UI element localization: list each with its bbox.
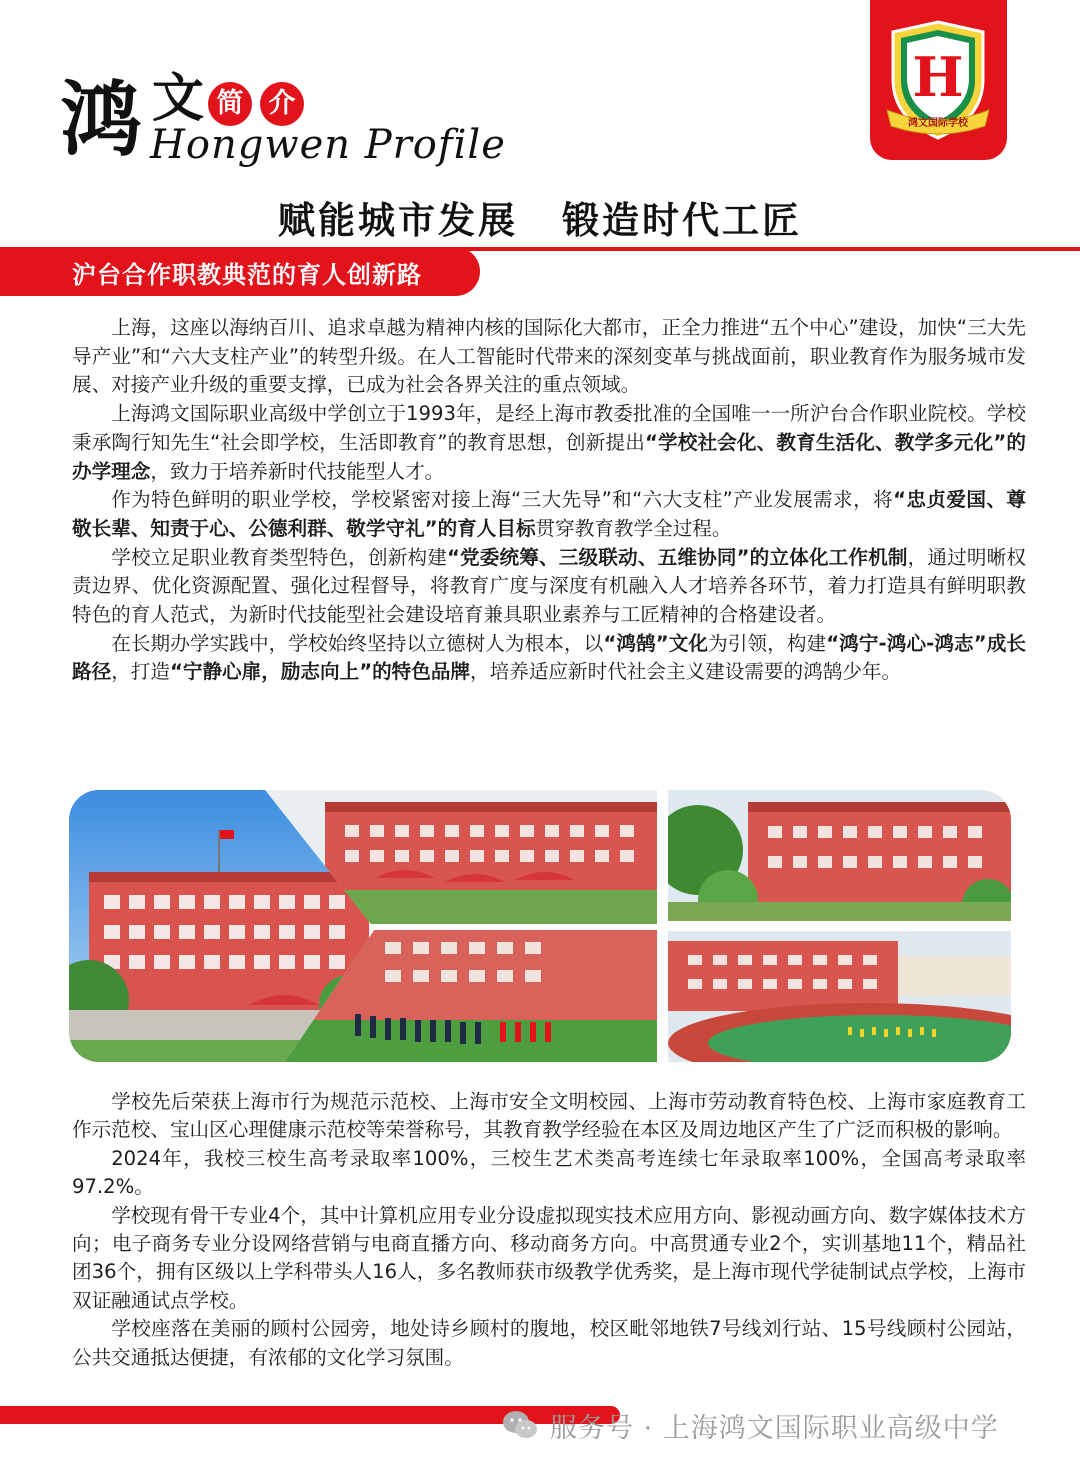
paragraph-text: 上海鸿文国际职业高级中学创立于1993年，是经上海市教委批准的全国唯一一所沪台合作职业院校。学校秉承陶行知先生“社会即学校，生活即教育”的教育思想，创新提出	[72, 402, 1026, 454]
paragraph-text: ，通过明晰权责边界、优化资源配置、强化过程督导，将教育广度与深度有机融入人才培养各环节，着力打造具有鲜明职教特色的育人范式，为新时代技能型社会建设培育兼具职业素养与工匠精神的合格建设者。	[72, 545, 1026, 627]
paragraph	[72, 1202, 1026, 1316]
paragraph-text: 学校现有骨干专业4个，其中计算机应用专业分设虚拟现实技术应用方向、影视动画方向、数字媒体技术方向；电子商务专业分设网络营销与电商直播方向、移动商务方向。中高贯通专业2个，实训基地11个，精品社团36个，拥有区级以上学科带头人16人，多名教师获市级教学优秀奖，是上海市现代学徒制试点学校，上海市双证融通试点学校。	[72, 1203, 1026, 1312]
intro-text	[72, 314, 1026, 687]
paragraph-text: ，致力于培养新时代技能型人才。	[150, 459, 445, 483]
footer-watermark-text: 服务号 · 上海鸿文国际职业高级中学	[550, 1412, 999, 1444]
slogan-part1: 赋能城市发展	[278, 199, 518, 242]
emphasis-text: “鸿宁-鸿心-鸿志”成长路径	[72, 631, 1027, 684]
heading-badge-jian: 简	[208, 82, 252, 126]
emphasis-text: “忠贞爱国、尊敬长辈、知责于心、公德利群、敬学守礼”的育人目标	[72, 488, 1026, 540]
emphasis-text: “学校社会化、教育生活化、教学多元化”的办学理念	[72, 430, 1026, 483]
heading-char-hong: 鸿	[60, 72, 143, 168]
section-banner	[0, 247, 480, 296]
campus-photo-collage	[69, 790, 1011, 1062]
achievements-text	[72, 1088, 1026, 1372]
logo-ribbon-text: 鸿文国际学校	[908, 118, 968, 129]
paragraph	[72, 1145, 1026, 1202]
heading-english-subtitle: Hongwen Profile	[150, 122, 506, 168]
paragraph	[72, 314, 1026, 400]
heading-badge-jie: 介	[260, 82, 304, 126]
emphasis-text: “鸿鹄”文化	[603, 631, 709, 655]
paragraph	[72, 400, 1026, 486]
paragraph-text: 为引领，构建	[708, 631, 827, 655]
paragraph	[72, 1088, 1026, 1145]
paragraph-text: 2024年，我校三校生高考录取率100%，三校生艺术类高考连续七年录取率100%，全国高考录取率97.2%。	[72, 1146, 1026, 1199]
slogan	[0, 190, 1080, 244]
paragraph-text: 在长期办学实践中，学校始终坚持以立德树人为根本，以	[111, 631, 604, 655]
paragraph	[72, 1315, 1026, 1372]
paragraph-text: 贯穿教育教学全过程。	[535, 516, 732, 540]
school-crest-icon	[883, 18, 994, 143]
paragraph-text: 上海，这座以海纳百川、追求卓越为精神内核的国际化大都市，正全力推进“五个中心”建设，加快“三大先导产业”和“六大支柱产业”的转型升级。在人工智能时代带来的深刻变革与挑战面前，职业教育作为服务城市发展、对接产业升级的重要支撑，已成为社会各界关注的重点领域。	[72, 316, 1026, 397]
paragraph-text: 作为特色鲜明的职业学校，学校紧密对接上海“三大先导”和“六大支柱”产业发展需求，将	[111, 488, 894, 512]
profile-heading	[60, 68, 506, 180]
paragraph-text: 学校座落在美丽的顾村公园旁，地处诗乡顾村的腹地，校区毗邻地铁7号线刘行站、15号线顾村公园站，公共交通抵达便捷，有浓郁的文化学习氛围。	[72, 1317, 1026, 1369]
paragraph-text: 学校先后荣获上海市行为规范示范校、上海市安全文明校园、上海市劳动教育特色校、上海市家庭教育工作示范校、宝山区心理健康示范校等荣誉称号，其教育教学经验在本区及周边地区产生了广泛而积极的影响。	[72, 1090, 1026, 1142]
section-title: 沪台合作职教典范的育人创新路	[72, 261, 422, 289]
paragraph-text: ，培养适应新时代社会主义建设需要的鸿鹄少年。	[470, 660, 902, 684]
slogan-part2: 锻造时代工匠	[562, 199, 802, 242]
emphasis-text: “宁静心扉，励志向上”的特色品牌	[169, 660, 471, 684]
footer-watermark	[500, 1400, 999, 1450]
paragraph	[72, 544, 1026, 630]
school-logo	[870, 0, 1007, 160]
heading-char-wen: 文	[152, 68, 205, 129]
campus-photo-sports-field	[668, 931, 1011, 1062]
paragraph	[72, 630, 1026, 687]
paragraph-text: 学校立足职业教育类型特色，创新构建	[111, 545, 447, 569]
wechat-icon	[500, 1405, 540, 1445]
logo-letter: H	[912, 45, 964, 109]
emphasis-text: “党委统筹、三级联动、五维协同”的立体化工作机制	[447, 545, 908, 569]
paragraph	[72, 486, 1026, 543]
campus-photo-building-trees	[668, 790, 1011, 921]
paragraph-text: ，打造	[111, 660, 170, 684]
